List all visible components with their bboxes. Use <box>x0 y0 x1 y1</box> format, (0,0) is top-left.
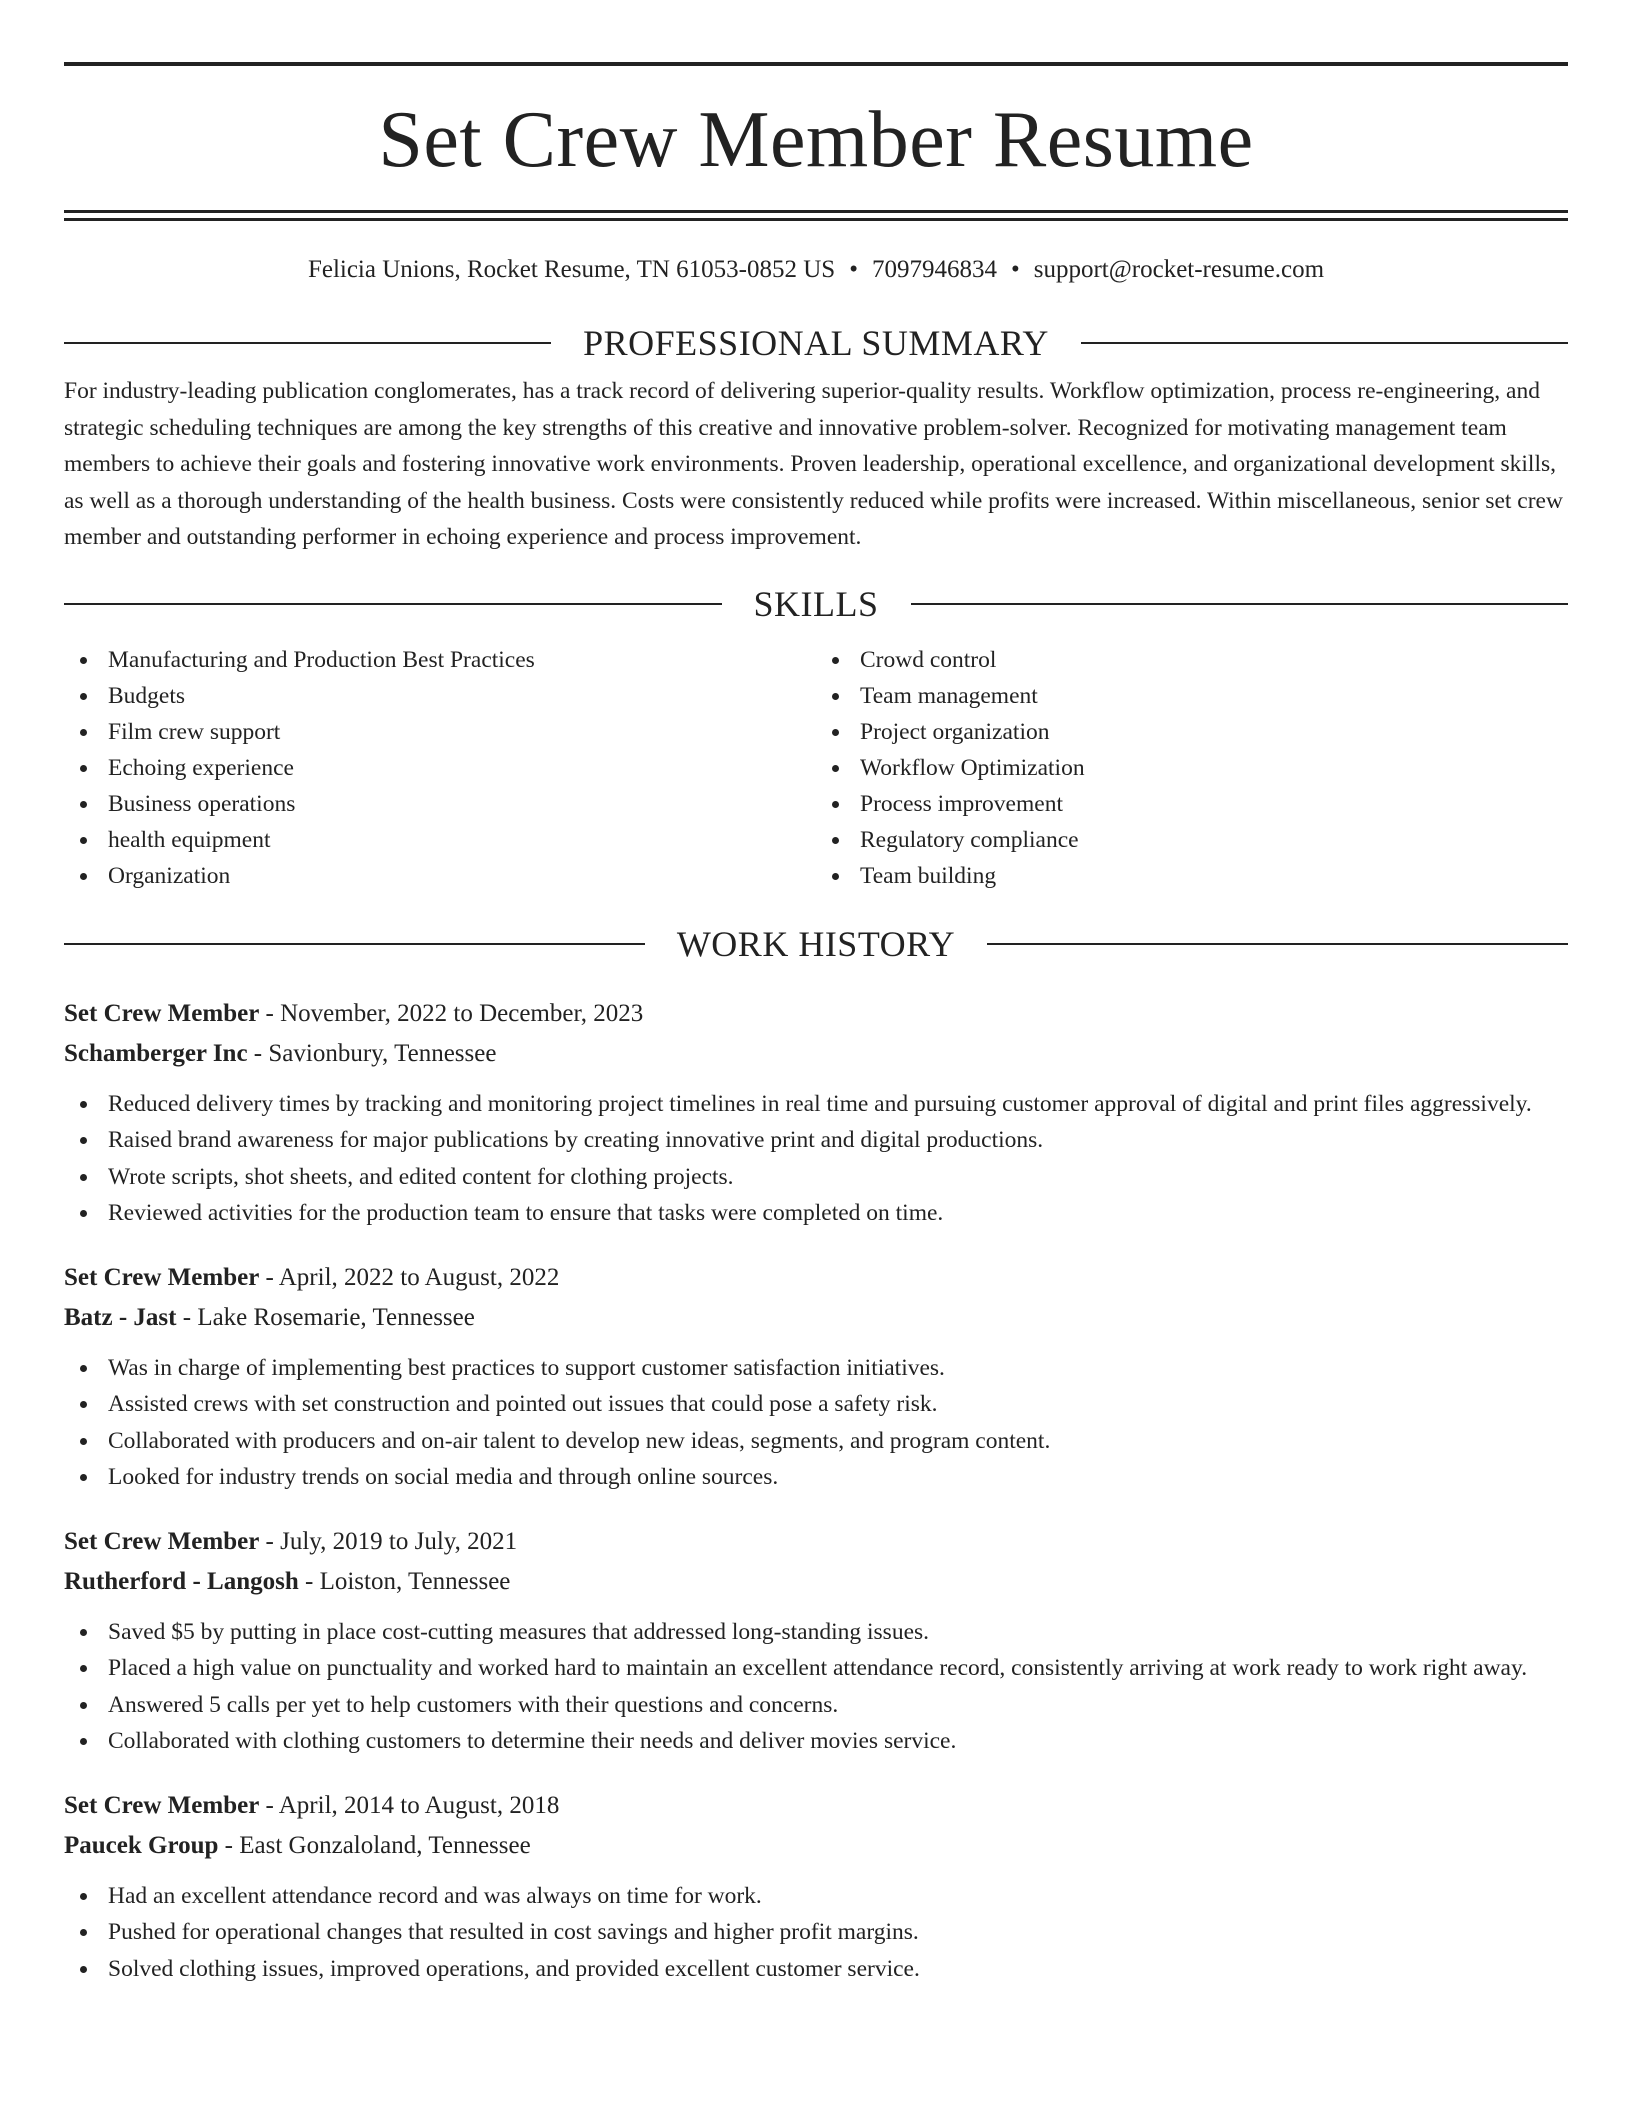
skills-column-left <box>64 642 816 894</box>
job-title-line <box>64 1258 1568 1298</box>
job-location: East Gonzaloland, Tennessee <box>239 1831 531 1859</box>
job-bullet: Had an excellent attendance record and was always on time for work. <box>64 1878 1568 1915</box>
section-rule-left <box>64 943 645 945</box>
job-role: Set Crew Member <box>64 1263 260 1291</box>
page-title: Set Crew Member Resume <box>378 96 1254 184</box>
skill-item: Budgets <box>64 678 816 714</box>
job-bullet: Reviewed activities for the production team to ensure that tasks were completed on time. <box>64 1195 1568 1232</box>
job-bullets <box>64 1350 1568 1496</box>
job-bullet: Assisted crews with set construction and pointed out issues that could pose a safety risk. <box>64 1386 1568 1423</box>
skill-item: Organization <box>64 858 816 894</box>
job-dash: - <box>247 1039 269 1067</box>
job-company: Rutherford - Langosh <box>64 1567 299 1595</box>
job-dates: July, 2019 to July, 2021 <box>280 1527 518 1555</box>
job-bullet: Reduced delivery times by tracking and monitoring project timelines in real time and pursuing customer approval of digital and print files aggressively. <box>64 1086 1568 1123</box>
job-dash: - <box>259 999 281 1027</box>
skills-column-right <box>816 642 1568 894</box>
job-bullet: Answered 5 calls per yet to help customers with their questions and concerns. <box>64 1687 1568 1724</box>
skill-item: Workflow Optimization <box>816 750 1568 786</box>
job-role: Set Crew Member <box>64 999 260 1027</box>
contact-phone: 7097946834 <box>871 256 997 283</box>
job-dash: - <box>259 1263 279 1291</box>
job-dash: - <box>218 1831 240 1859</box>
job-bullet: Looked for industry trends on social media and through online sources. <box>64 1459 1568 1496</box>
job-dash: - <box>176 1303 198 1331</box>
job-company: Batz - Jast <box>64 1303 177 1331</box>
skill-item: Echoing experience <box>64 750 816 786</box>
contact-line <box>64 255 1568 285</box>
job-dash: - <box>298 1567 320 1595</box>
contact-separator: • <box>1010 256 1020 283</box>
section-header-skills <box>64 584 1568 624</box>
section-rule-right <box>987 943 1568 945</box>
job-company: Schamberger Inc <box>64 1039 248 1067</box>
job-location: Loiston, Tennessee <box>319 1567 511 1595</box>
job-location: Lake Rosemarie, Tennessee <box>197 1303 475 1331</box>
job-bullet: Solved clothing issues, improved operations, and provided excellent customer service. <box>64 1951 1568 1988</box>
job-bullet: Raised brand awareness for major publications by creating innovative print and digital productions. <box>64 1122 1568 1159</box>
section-rule-left <box>64 603 722 605</box>
job-bullets <box>64 1086 1568 1232</box>
section-title-work-history: WORK HISTORY <box>676 923 956 964</box>
job-location: Savionbury, Tennessee <box>268 1039 497 1067</box>
contact-email: support@rocket-resume.com <box>1033 256 1325 283</box>
job-bullet: Collaborated with producers and on-air talent to develop new ideas, segments, and program content. <box>64 1423 1568 1460</box>
section-header-summary <box>64 323 1568 363</box>
section-title-summary: PROFESSIONAL SUMMARY <box>583 323 1049 363</box>
job-bullet: Pushed for operational changes that resulted in cost savings and higher profit margins. <box>64 1914 1568 1951</box>
skill-item: Regulatory compliance <box>816 822 1568 858</box>
job-title-line <box>64 994 1568 1034</box>
job-title-line <box>64 1786 1568 1826</box>
skill-item: Manufacturing and Production Best Practices <box>64 642 816 678</box>
skill-item: Process improvement <box>816 786 1568 822</box>
job-entry <box>64 1786 1568 1988</box>
section-rule-left <box>64 342 551 344</box>
section-rule-right <box>911 603 1569 605</box>
job-bullets <box>64 1878 1568 1988</box>
section-rule-right <box>1081 342 1568 344</box>
skill-item: health equipment <box>64 822 816 858</box>
top-rule <box>64 62 1568 66</box>
job-company-line <box>64 1826 1568 1866</box>
skill-item: Team building <box>816 858 1568 894</box>
skills-list <box>64 642 1568 894</box>
job-bullet: Saved $5 by putting in place cost-cutting measures that addressed long-standing issues. <box>64 1614 1568 1651</box>
contact-separator: • <box>849 256 858 283</box>
job-dates: April, 2014 to August, 2018 <box>278 1791 560 1819</box>
job-company: Paucek Group <box>64 1831 219 1859</box>
section-header-work-history <box>64 924 1568 964</box>
job-entry <box>64 1522 1568 1760</box>
section-title-skills: SKILLS <box>753 583 879 624</box>
job-company-line <box>64 1562 1568 1602</box>
job-company-line <box>64 1034 1568 1074</box>
job-role: Set Crew Member <box>64 1527 260 1555</box>
job-dates: April, 2022 to August, 2022 <box>278 1263 560 1291</box>
title-double-rule <box>64 210 1568 221</box>
job-bullet: Collaborated with clothing customers to determine their needs and deliver movies service. <box>64 1723 1568 1760</box>
job-dash: - <box>259 1527 281 1555</box>
job-dates: November, 2022 to December, 2023 <box>280 999 644 1027</box>
job-title-line <box>64 1522 1568 1562</box>
skill-item: Film crew support <box>64 714 816 750</box>
job-dash: - <box>259 1791 279 1819</box>
job-bullets <box>64 1614 1568 1760</box>
skill-item: Team management <box>816 678 1568 714</box>
contact-address: Felicia Unions, Rocket Resume, TN 61053-0852 US <box>307 256 836 283</box>
job-bullet: Placed a high value on punctuality and worked hard to maintain an excellent attendance record, consistently arriving at work ready to work right away. <box>64 1650 1568 1687</box>
skill-item: Business operations <box>64 786 816 822</box>
job-bullet: Was in charge of implementing best practices to support customer satisfaction initiatives. <box>64 1350 1568 1387</box>
job-entry <box>64 994 1568 1232</box>
job-entry <box>64 1258 1568 1496</box>
job-role: Set Crew Member <box>64 1791 260 1819</box>
skill-item: Crowd control <box>816 642 1568 678</box>
skill-item: Project organization <box>816 714 1568 750</box>
job-bullet: Wrote scripts, shot sheets, and edited content for clothing projects. <box>64 1159 1568 1196</box>
summary-text: For industry-leading publication conglomerates, has a track record of delivering superior-quality results. Workflow optimization, process re-engineering, and strategic scheduling techniques are among the key strengths of this creative and innovative problem-solver. Recognized for motivating management team members to achieve their goals and fostering innovative work environments. Proven leadership, operational excellence, and organizational development skills, as well as a thorough understanding of the health business. Costs were consistently reduced while profits were increased. Within miscellaneous, senior set crew member and outstanding performer in echoing experience and process improvement. <box>64 378 1563 550</box>
job-company-line <box>64 1298 1568 1338</box>
